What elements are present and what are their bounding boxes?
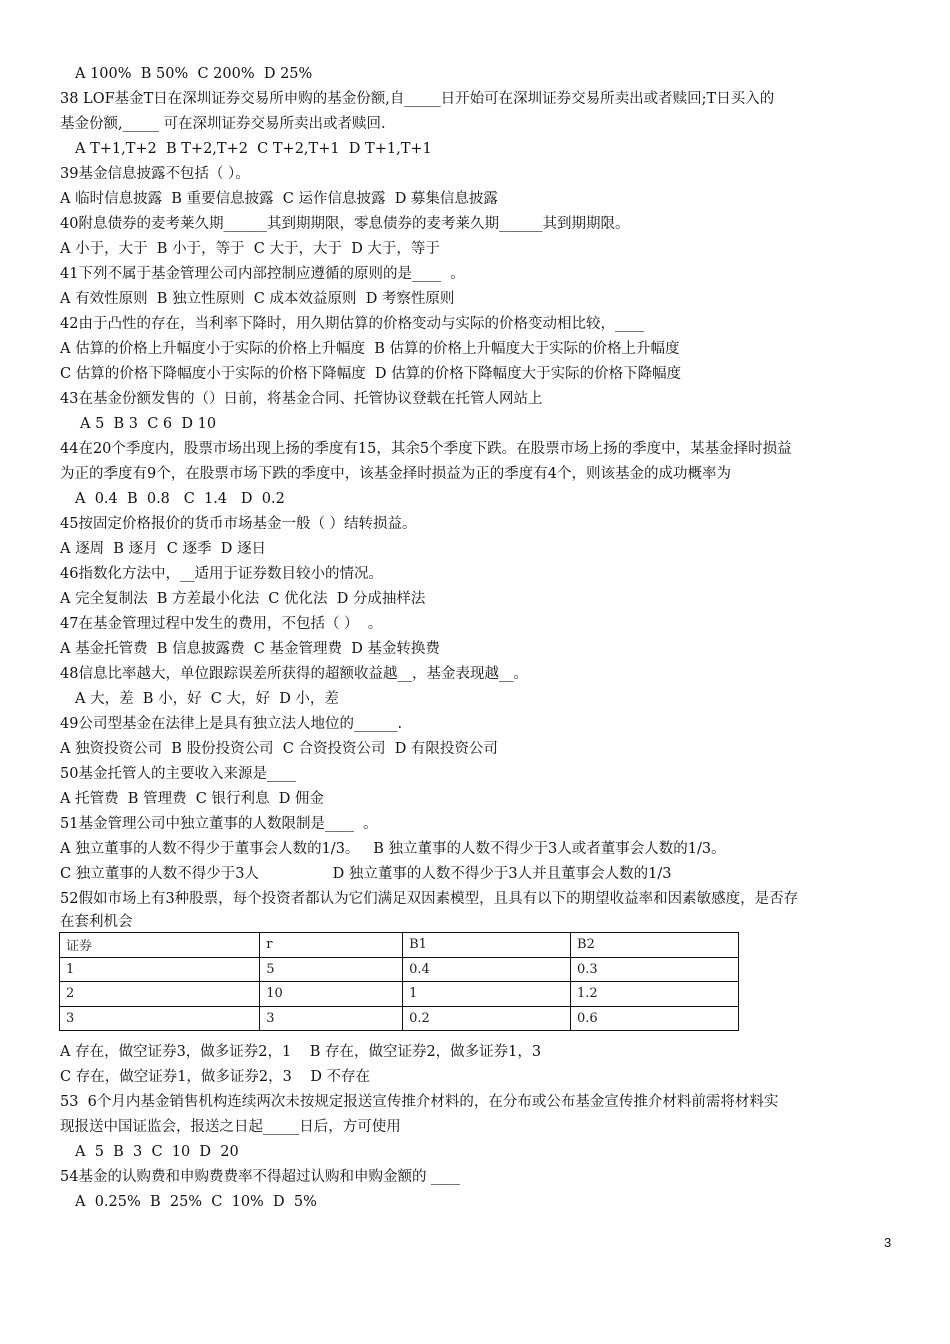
q38-options: A T+1,T+2 B T+2,T+2 C T+2,T+1 D T+1,T+1 [75,141,432,157]
q54-stem: 54基金的认购费和申购费费率不得超过认购和申购金额的 ____ [60,1169,461,1185]
table-cell: 2 [60,982,260,1007]
q42-options-cd: C 估算的价格下降幅度小于实际的价格下降幅度 D 估算的价格下降幅度大于实际的价格下降幅度 [60,366,682,382]
q48-options: A 大，差 B 小，好 C 大，好 D 小，差 [75,691,339,707]
table-header-cell: B1 [403,933,571,958]
q48-stem: 48信息比率越大，单位跟踪误差所获得的超额收益越__，基金表现越__。 [60,666,528,682]
table-cell: 1 [403,982,571,1007]
q41-options: A 有效性原则 B 独立性原则 C 成本效益原则 D 考察性原则 [60,291,455,307]
table-cell: 0.3 [571,957,739,982]
table-cell: 3 [60,1006,260,1031]
table-cell: 5 [260,957,403,982]
q37-options: A 100% B 50% C 200% D 25% [75,66,313,82]
q53-stem-line2: 现报送中国证监会，报送之日起_____日后，方可使用 [60,1119,401,1135]
table-row [60,982,739,1007]
q44-stem-line2: 为正的季度有9个，在股票市场下跌的季度中，该基金择时损益为正的季度有4个，则该基金的成功概率为 [60,466,731,482]
q52-options-cd: C 存在，做空证券1，做多证券2，3 D 不存在 [60,1069,371,1085]
table-cell: 1.2 [571,982,739,1007]
table-cell: 0.6 [571,1006,739,1031]
table-row [60,957,739,982]
q52-stem-line2: 在套利机会 [60,914,133,930]
table-cell: 10 [260,982,403,1007]
table-header-cell: B2 [571,933,739,958]
q40-options: A 小于，大于 B 小于，等于 C 大于，大于 D 大于，等于 [60,241,440,257]
q51-stem: 51基金管理公司中独立董事的人数限制是____ 。 [60,816,378,832]
table-cell: 0.4 [403,957,571,982]
q43-options: A 5 B 3 C 6 D 10 [80,416,217,432]
table-cell: 0.2 [403,1006,571,1031]
q45-stem: 45按固定价格报价的货币市场基金一般（ ）结转损益。 [60,516,417,532]
q40-stem: 40附息债券的麦考莱久期______其到期期限，零息债券的麦考莱久期______其到期期限。 [60,216,630,232]
q39-options: A 临时信息披露 B 重要信息披露 C 运作信息披露 D 募集信息披露 [60,191,498,207]
q44-stem-line1: 44在20个季度内，股票市场出现上扬的季度有15，其余5个季度下跌。在股票市场上扬的季度中，某基金择时损益 [60,441,792,457]
q46-options: A 完全复制法 B 方差最小化法 C 优化法 D 分成抽样法 [60,591,426,607]
q51-options-cd: C 独立董事的人数不得少于3人 D 独立董事的人数不得少于3人并且董事会人数的1/3 [60,866,672,882]
q47-options: A 基金托管费 B 信息披露费 C 基金管理费 D 基金转换费 [60,641,440,657]
q42-stem: 42由于凸性的存在，当利率下降时，用久期估算的价格变动与实际的价格变动相比较，____ [60,316,644,332]
q43-stem: 43在基金份额发售的（）日前，将基金合同、托管协议登载在托管人网站上 [60,391,543,407]
q46-stem: 46指数化方法中，__适用于证券数目较小的情况。 [60,566,383,582]
table-row [60,1006,739,1031]
table-header-row [60,933,739,958]
q50-options: A 托管费 B 管理费 C 银行利息 D 佣金 [60,791,324,807]
table-header-cell: r [260,933,403,958]
securities-table [59,932,739,1031]
q38-stem-line1: 38 LOF基金T日在深圳证券交易所申购的基金份额,自_____日开始可在深圳证券交易所卖出或者赎回;T日买入的 [60,91,775,107]
q51-options-ab: A 独立董事的人数不得少于董事会人数的1/3。 B 独立董事的人数不得少于3人或者董事会人数的1/3。 [60,841,726,857]
q47-stem: 47在基金管理过程中发生的费用，不包括（ ） 。 [60,616,383,632]
q49-stem: 49公司型基金在法律上是具有独立法人地位的______. [60,716,403,732]
q45-options: A 逐周 B 逐月 C 逐季 D 逐日 [60,541,266,557]
table-cell: 1 [60,957,260,982]
q50-stem: 50基金托管人的主要收入来源是____ [60,766,296,782]
table-cell: 3 [260,1006,403,1031]
q41-stem: 41下列不属于基金管理公司内部控制应遵循的原则的是____ 。 [60,266,465,282]
q49-options: A 独资投资公司 B 股份投资公司 C 合资投资公司 D 有限投资公司 [60,741,498,757]
q44-options: A 0.4 B 0.8 C 1.4 D 0.2 [75,491,285,507]
page-number: 3 [884,1235,892,1250]
q53-options: A 5 B 3 C 10 D 20 [75,1144,239,1160]
q42-options-ab: A 估算的价格上升幅度小于实际的价格上升幅度 B 估算的价格上升幅度大于实际的价格上升幅度 [60,341,680,357]
q39-stem: 39基金信息披露不包括（ ）。 [60,166,250,182]
table-header-cell: 证券 [60,933,260,958]
q52-options-ab: A 存在，做空证券3，做多证券2，1 B 存在，做空证券2，做多证券1，3 [60,1044,542,1060]
q54-options: A 0.25% B 25% C 10% D 5% [75,1194,317,1210]
q53-stem-line1: 53 6个月内基金销售机构连续两次未按规定报送宣传推介材料的，在分布或公布基金宣传推介材料前需将材料实 [60,1094,779,1110]
q52-stem-line1: 52假如市场上有3种股票，每个投资者都认为它们满足双因素模型，且具有以下的期望收益率和因素敏感度，是否存 [60,891,799,907]
q38-stem-line2: 基金份额,_____ 可在深圳证券交易所卖出或者赎回. [60,116,386,132]
